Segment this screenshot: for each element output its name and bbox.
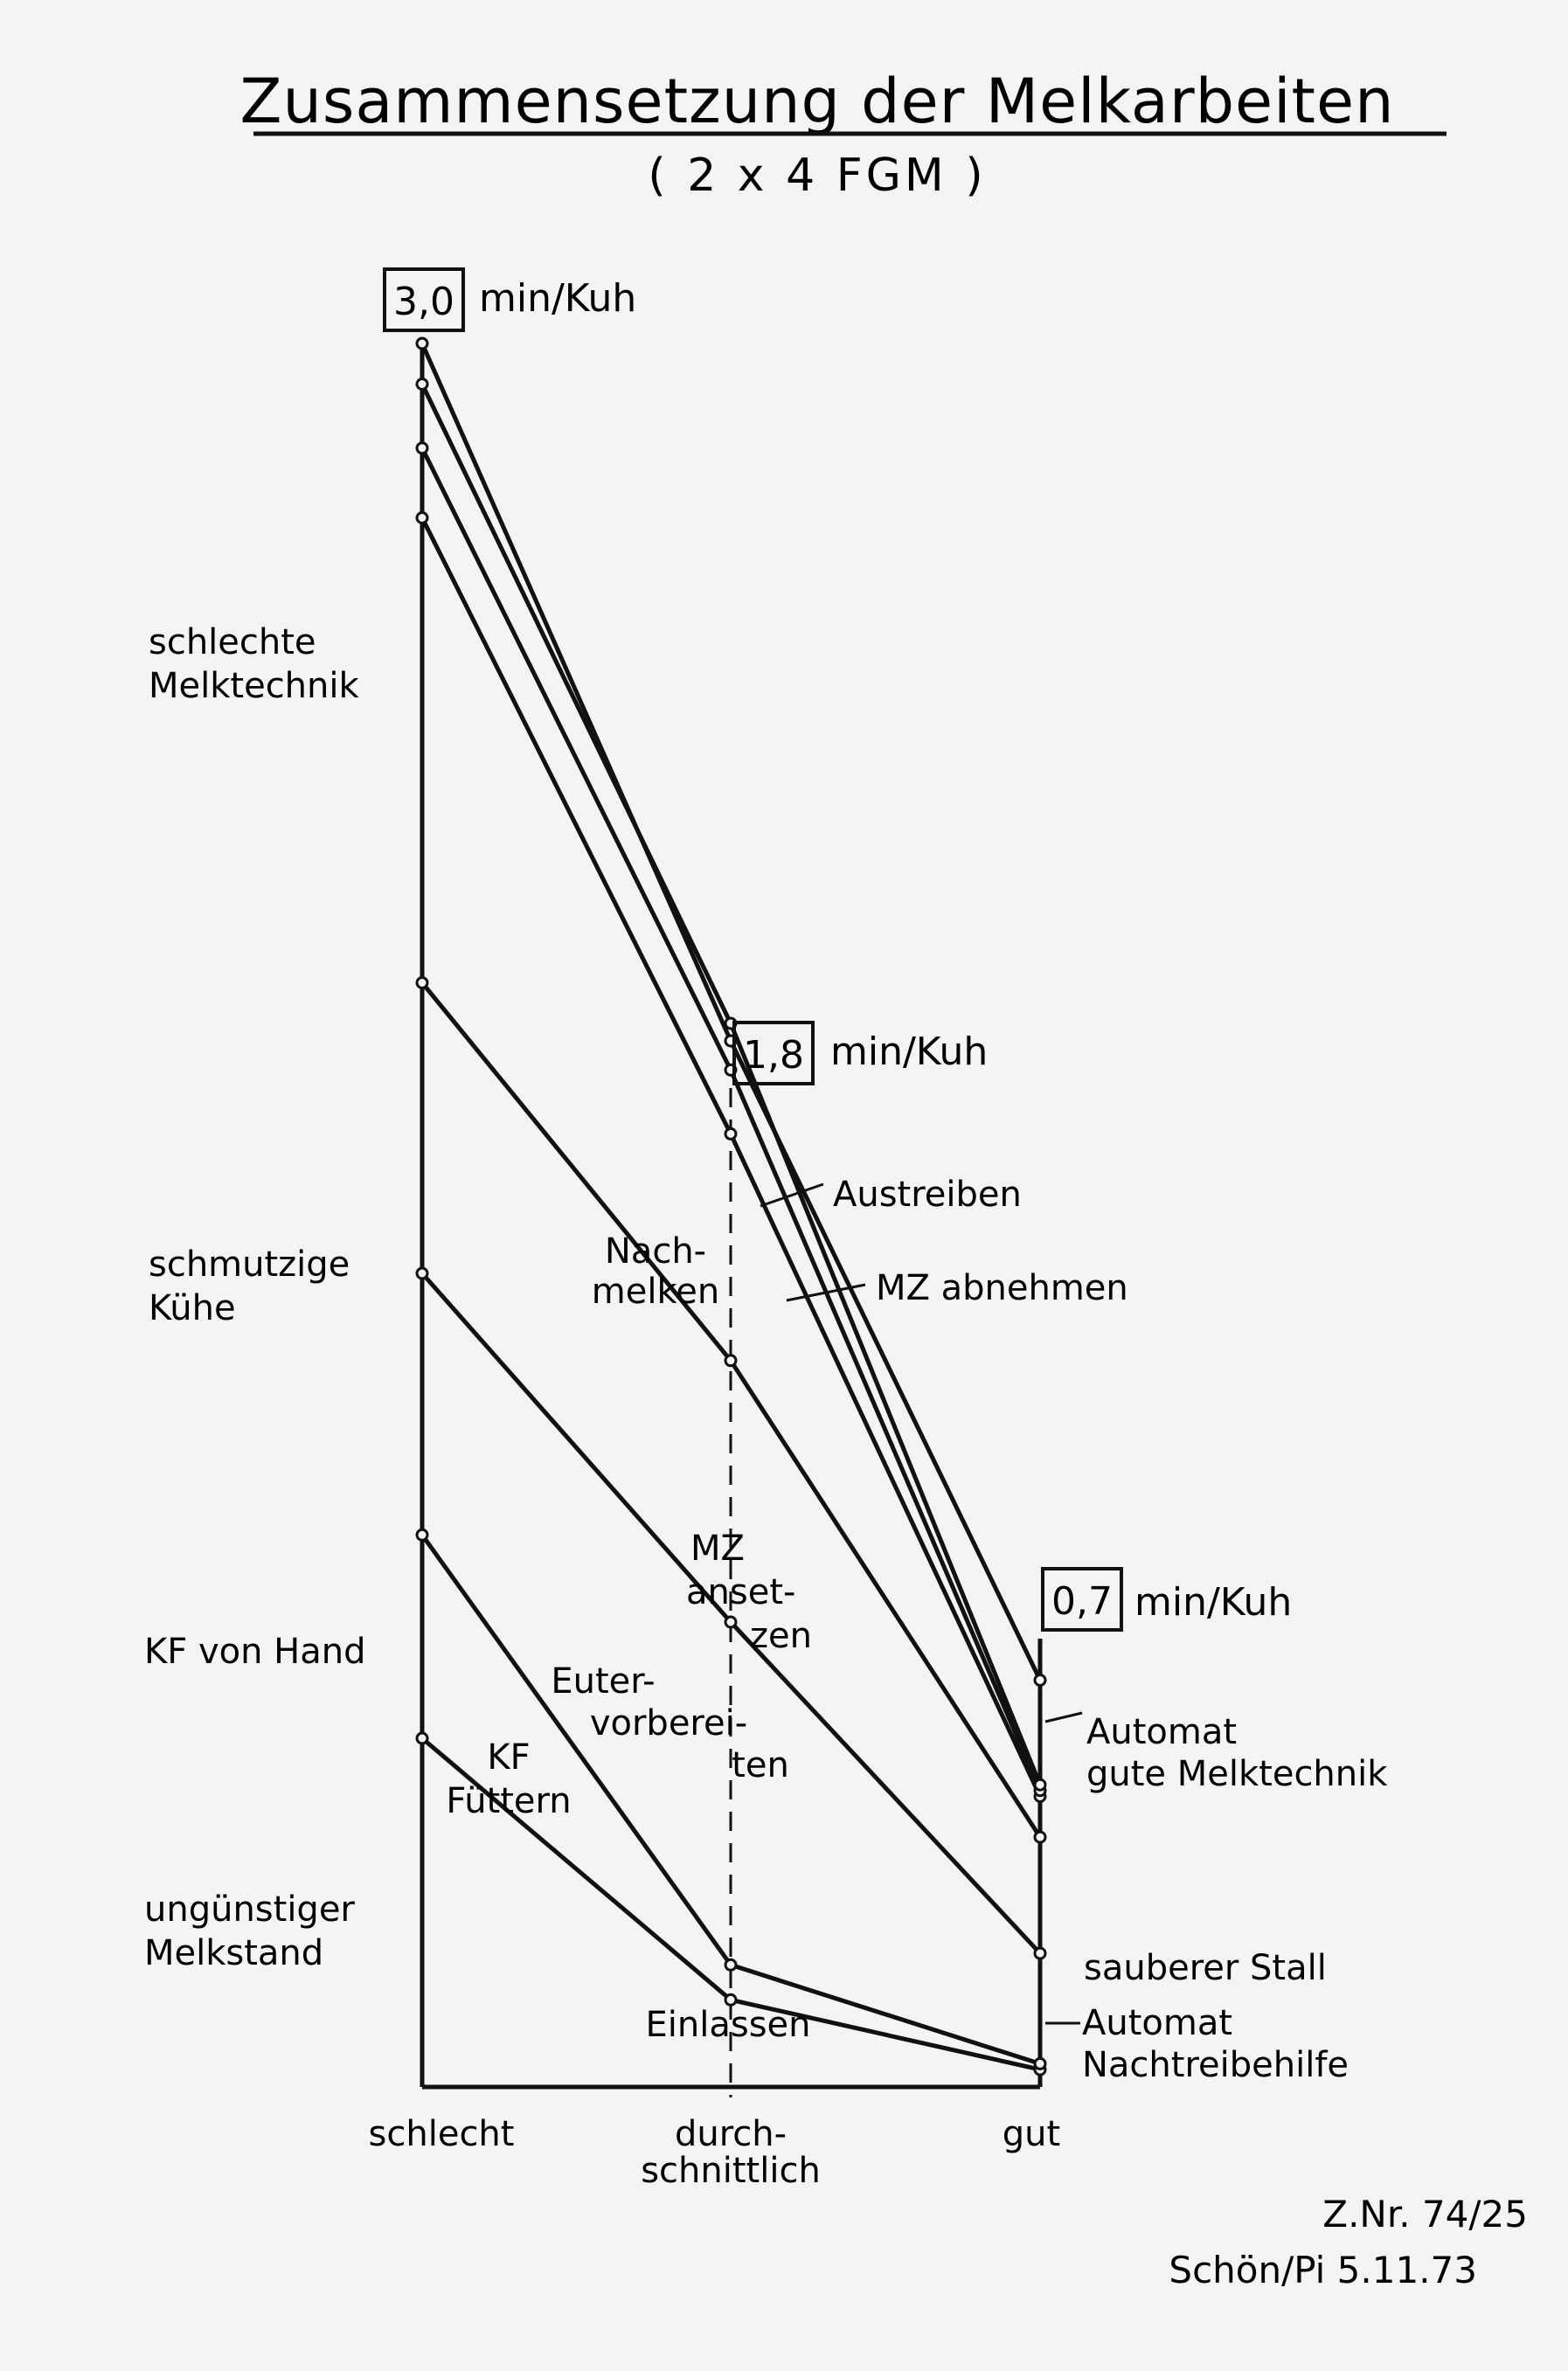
data-point [1035,1948,1045,1959]
data-point [725,1128,736,1139]
data-point [417,1529,427,1540]
data-point [725,1959,736,1970]
data-point [1035,1832,1045,1842]
x-tick-label: gut [1002,2114,1061,2154]
chart-labels [144,269,1388,2191]
data-point [417,338,427,349]
drawing-number: Z.Nr. 74/25 [1322,2193,1528,2236]
data-point [417,1733,427,1744]
leader-line [1045,1713,1082,1722]
data-point [725,1355,736,1366]
chart-subtitle: ( 2 x 4 FGM ) [648,149,987,202]
total-unit: min/Kuh [830,1030,989,1074]
left-factor-label: schlechte Melktechnik [149,622,359,706]
left-factor-label: KF von Hand [144,1632,366,1672]
data-point [417,513,427,523]
segment-label: Nach-melken [591,1231,720,1312]
total-value: 1,8 [743,1033,804,1078]
right-condition-label: Automat Nachtreibehilfe [1082,2003,1349,2085]
author-date: Schön/Pi 5.11.73 [1169,2249,1477,2291]
data-point [417,978,427,988]
segment-label: Austreiben [833,1175,1022,1215]
right-condition-label: Automat gute Melktechnik [1086,1712,1388,1794]
total-unit: min/Kuh [479,276,637,321]
segment-label: KF Füttern [446,1737,572,1821]
segment-label: Einlassen [645,2005,811,2045]
data-point [1035,2058,1045,2069]
data-point [725,1617,736,1627]
total-unit: min/Kuh [1134,1580,1293,1625]
right-condition-label: sauberer Stall [1084,1948,1327,1988]
total-value: 0,7 [1051,1579,1113,1624]
x-tick-label: schlecht [368,2114,515,2154]
segment-label: MZ abnehmen [876,1268,1128,1308]
segment-label: Euter-vorberei-ten [551,1661,789,1785]
x-tick-label: durch-schnittlich [641,2114,821,2191]
data-point [417,1268,427,1279]
leader-line [760,1184,823,1206]
data-point [725,1994,736,2005]
total-value: 3,0 [393,280,454,324]
chart-title: Zusammensetzung der Melkarbeiten [239,66,1395,137]
data-point [1035,1779,1045,1790]
left-factor-label: schmutzige Kühe [149,1244,350,1328]
data-point [417,443,427,454]
segment-label: MZ anset-zen [686,1529,812,1656]
left-factor-label: ungünstiger Melkstand [144,1889,355,1973]
data-point [1035,1675,1045,1686]
data-point [417,379,427,390]
